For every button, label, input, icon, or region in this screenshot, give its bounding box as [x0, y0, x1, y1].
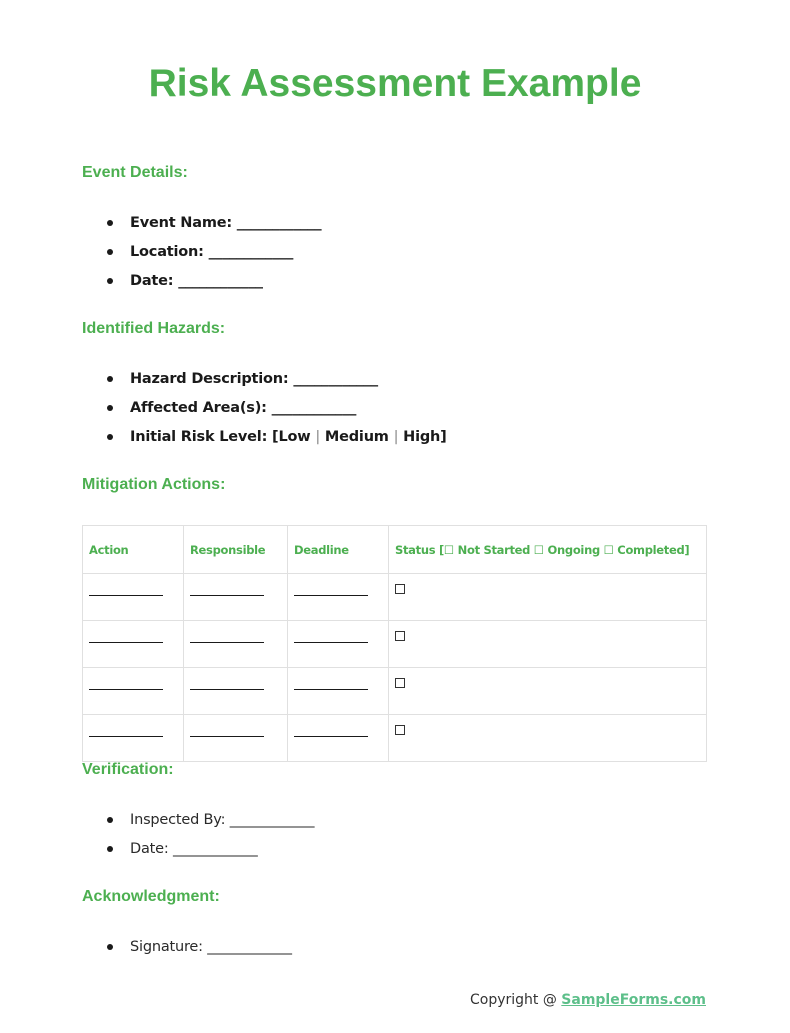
status-checkbox[interactable]: [395, 725, 405, 735]
action-cell[interactable]: [83, 621, 184, 668]
deadline-cell[interactable]: [288, 715, 389, 762]
event-name-field[interactable]: Event Name: ____________: [130, 214, 322, 231]
bullet-icon: [107, 944, 113, 950]
copyright-text: Copyright @: [469, 992, 562, 1008]
acknowledgment-list: [107, 932, 292, 961]
list-item-affected-areas: [107, 393, 447, 422]
deadline-cell[interactable]: [288, 574, 389, 621]
column-header-status: Status [☐ Not Started ☐ Ongoing ☐ Completed]: [389, 526, 707, 574]
list-item-location: [107, 237, 321, 266]
blank-line: [190, 629, 264, 643]
blank-line: [89, 629, 163, 643]
table-row: [83, 621, 707, 668]
verification-list: [107, 805, 314, 863]
responsible-cell[interactable]: [184, 621, 288, 668]
blank-line: [294, 629, 368, 643]
location-field[interactable]: Location: ____________: [130, 243, 294, 260]
status-checkbox[interactable]: [395, 631, 405, 641]
action-cell[interactable]: [83, 668, 184, 715]
table-header-row: [83, 526, 707, 574]
identified-hazards-list: [107, 364, 447, 451]
section-heading-mitigation-actions: Mitigation Actions:: [82, 476, 226, 493]
status-cell: [389, 715, 707, 762]
section-heading-identified-hazards: Identified Hazards:: [82, 320, 226, 337]
bullet-icon: [107, 434, 113, 440]
deadline-cell[interactable]: [288, 621, 389, 668]
inspected-by-field[interactable]: Inspected By: ____________: [130, 811, 315, 828]
hazard-description-field[interactable]: Hazard Description: ____________: [130, 370, 378, 387]
bullet-icon: [107, 846, 113, 852]
separator: |: [315, 428, 321, 445]
responsible-cell[interactable]: [184, 715, 288, 762]
signature-field[interactable]: Signature: ____________: [130, 938, 292, 955]
action-cell[interactable]: [83, 574, 184, 621]
table-row: [83, 668, 707, 715]
blank-line: [190, 723, 264, 737]
section-heading-acknowledgment: Acknowledgment:: [82, 888, 220, 905]
responsible-cell[interactable]: [184, 574, 288, 621]
status-checkbox[interactable]: [395, 584, 405, 594]
table-row: [83, 715, 707, 762]
responsible-cell[interactable]: [184, 668, 288, 715]
mitigation-actions-table: [82, 525, 707, 762]
affected-areas-field[interactable]: Affected Area(s): ____________: [130, 399, 357, 416]
list-item-initial-risk-level: [107, 422, 447, 451]
list-item-signature: [107, 932, 292, 961]
blank-line: [294, 582, 368, 596]
verification-date-field[interactable]: Date: ____________: [130, 840, 258, 857]
blank-line: [190, 582, 264, 596]
risk-option-medium[interactable]: Medium: [324, 428, 389, 445]
event-details-list: [107, 208, 321, 295]
blank-line: [89, 723, 163, 737]
table-row: [83, 574, 707, 621]
bullet-icon: [107, 220, 113, 226]
event-date-field[interactable]: Date: ____________: [130, 272, 263, 289]
action-cell[interactable]: [83, 715, 184, 762]
status-cell: [389, 668, 707, 715]
bullet-icon: [107, 405, 113, 411]
bullet-icon: [107, 249, 113, 255]
document-title: Risk Assessment Example: [148, 62, 642, 105]
blank-line: [294, 676, 368, 690]
column-header-deadline: Deadline: [288, 526, 389, 574]
status-cell: [389, 574, 707, 621]
column-header-action: Action: [83, 526, 184, 574]
list-item-verification-date: [107, 834, 314, 863]
risk-level-close: ]: [440, 428, 447, 445]
footer: [470, 992, 706, 1008]
list-item-date: [107, 266, 321, 295]
risk-option-low[interactable]: Low: [278, 428, 311, 445]
risk-option-high[interactable]: High: [403, 428, 441, 445]
section-heading-event-details: Event Details:: [82, 164, 188, 181]
blank-line: [89, 582, 163, 596]
list-item-event-name: [107, 208, 321, 237]
risk-level-label: Initial Risk Level: [: [130, 428, 279, 445]
list-item-hazard-description: [107, 364, 447, 393]
list-item-inspected-by: [107, 805, 314, 834]
blank-line: [89, 676, 163, 690]
status-checkbox[interactable]: [395, 678, 405, 688]
status-cell: [389, 621, 707, 668]
section-heading-verification: Verification:: [82, 761, 174, 778]
column-header-responsible: Responsible: [184, 526, 288, 574]
separator: |: [393, 428, 399, 445]
blank-line: [294, 723, 368, 737]
bullet-icon: [107, 278, 113, 284]
bullet-icon: [107, 817, 113, 823]
sampleforms-link[interactable]: SampleForms.com: [561, 992, 706, 1008]
deadline-cell[interactable]: [288, 668, 389, 715]
blank-line: [190, 676, 264, 690]
bullet-icon: [107, 376, 113, 382]
